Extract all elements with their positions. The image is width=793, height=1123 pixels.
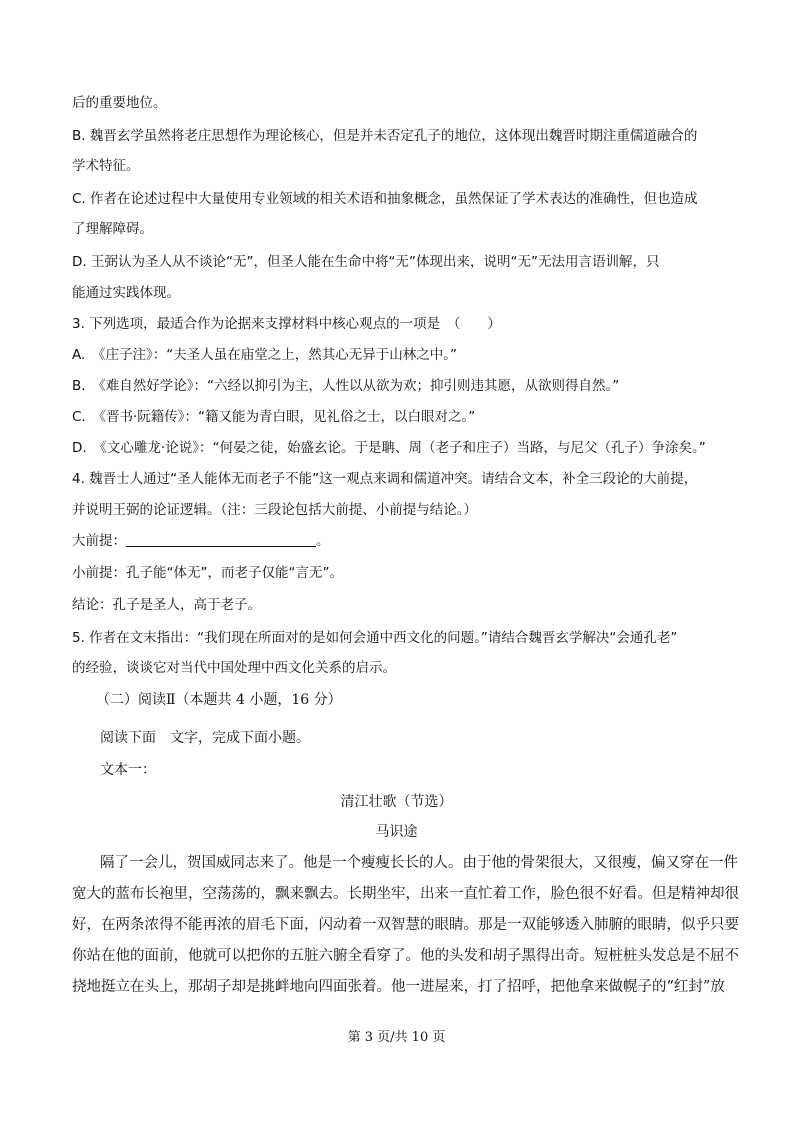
- minor-premise-line: 小前提：孔子能“体无”，而老子仅能“言无”。: [72, 565, 343, 581]
- question-5-line-1: 5. 作者在文末指出：“我们现在所面对的是如何会通中西文化的问题。”请结合魏晋玄学解决“会通孔老”: [72, 630, 678, 646]
- major-premise-label: 大前提：: [72, 533, 126, 549]
- section-heading: （二）阅读Ⅱ（本题共 4 小题，16 分）: [96, 692, 342, 708]
- question-4-line-2: 并说明王弼的论证逻辑。（注：三段论包括大前提、小前提与结论。）: [72, 502, 477, 518]
- option-c-line-2: 了理解障碍。: [72, 221, 153, 237]
- paragraph-line-4: 你站在他的面前，他就可以把你的五脏六腑全看穿了。他的头发和胡子黑得出奇。短桩桩头发总是不屈不: [72, 948, 739, 964]
- option-c-line-1: C. 作者在论述过程中大量使用专业领域的相关术语和抽象概念，虽然保证了学术表达的准确性，但也造成: [72, 191, 698, 207]
- text-one-label: 文本一：: [100, 762, 156, 778]
- conclusion-line: 结论：孔子是圣人，高于老子。: [72, 597, 261, 613]
- article-title: 清江壮歌（节选）: [340, 794, 453, 810]
- option-d-line-1: D. 王弼认为圣人从不谈论“无”，但圣人能在生命中将“无”体现出来，说明“无”无法用言语训解，只: [72, 254, 660, 270]
- q3-option-c: C. 《晋书·阮籍传》：“籍又能为青白眼，见礼俗之士，以白眼对之。”: [72, 409, 476, 425]
- option-d-line-2: 能通过实践体现。: [72, 285, 180, 301]
- q3-option-d: D. 《文心雕龙·论说》：“何晏之徒，始盛玄论。于是聃、周（老子和庄子）当路，与尼父（孔子）争涂矣。”: [72, 440, 706, 456]
- question-3: 3. 下列选项，最适合作为论据来支撑材料中核心观点的一项是 （ ）: [72, 316, 501, 332]
- option-b-line-2: 学术特征。: [72, 158, 140, 174]
- paragraph-line-1: 隔了一会儿，贺国威同志来了。他是一个瘦瘦长长的人。由于他的骨架很大，又很瘦，偏又穿在一件: [100, 855, 738, 871]
- page-footer: 第 3 页/共 10 页: [347, 1030, 446, 1045]
- question-5-line-2: 的经验，谈谈它对当代中国处理中西文化关系的启示。: [72, 660, 396, 676]
- major-premise-line: [72, 531, 330, 551]
- question-4-line-1: 4. 魏晋士人通过“圣人能体无而老子不能”这一观点来调和儒道冲突。请结合文本，补全三段论的大前提，: [72, 471, 698, 487]
- reading-instruction: 阅读下面 文字，完成下面小题。: [100, 730, 310, 746]
- paragraph-line-5: 挠地挺立在头上，那胡子却是挑衅地向四面张着。他一进屋来，打了招呼，把他拿来做幌子的“红封”放: [72, 979, 725, 995]
- q3-option-b: B. 《难自然好学论》：“六经以抑引为主，人性以从欲为欢；抑引则违其愿，从欲则得自然。”: [72, 378, 620, 394]
- paragraph-line-2: 宽大的蓝布长袍里，空荡荡的，飘来飘去。长期坐牢，出来一直忙着工作，脸色很不好看。但是精神却很: [72, 886, 739, 902]
- option-b-line-1: B. 魏晋玄学虽然将老庄思想作为理论核心，但是并未否定孔子的地位，这体现出魏晋时期注重儒道融合的: [72, 128, 698, 144]
- paragraph-line-3: 好，在两条浓得不能再浓的眉毛下面，闪动着一双智慧的眼睛。那是一双能够透入肺腑的眼睛，似乎只要: [72, 917, 739, 933]
- answer-blank[interactable]: [126, 532, 316, 547]
- period: 。: [316, 533, 330, 549]
- text-line: 后的重要地位。: [72, 95, 167, 111]
- article-author: 马识途: [375, 824, 418, 840]
- q3-option-a: A. 《庄子注》：“夫圣人虽在庙堂之上，然其心无异于山林之中。”: [72, 347, 458, 363]
